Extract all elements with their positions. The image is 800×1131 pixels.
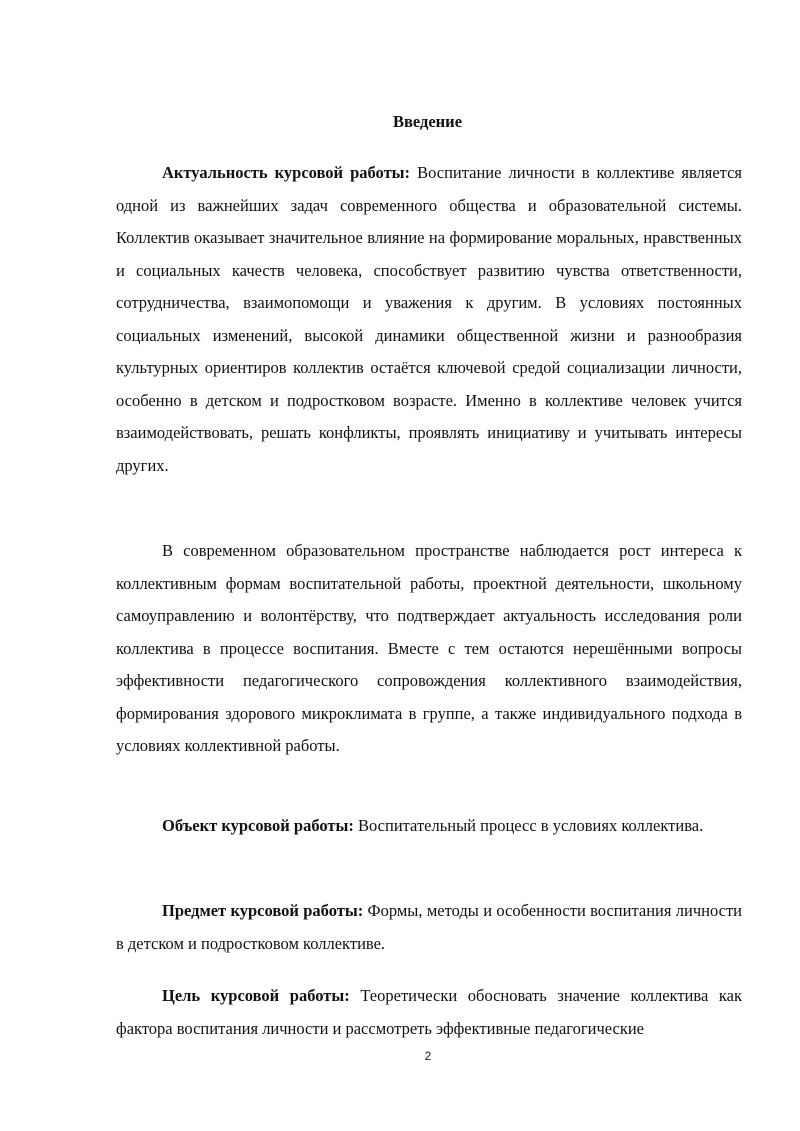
paragraph-key: Предмет курсовой работы: [162,901,364,920]
paragraph-goal [116,980,742,1045]
paragraph-text: Воспитательный процесс в условиях коллектива. [353,816,704,835]
paragraph-key: Объект курсовой работы: [162,816,354,835]
page-number: 2 [424,1049,432,1063]
paragraph-key: Цель курсовой работы: [162,986,350,1005]
paragraph-key: Актуальность курсовой работы: [162,163,411,182]
paragraph-subject [116,895,742,960]
paragraph-text: Воспитание личности в коллективе является одной из важнейших задач современного общества и образовательной системы. Коллектив оказывает значительное влияние на формирование моральных, нравственных и социальных качеств человека, способствует развитию чувства ответственности, сотрудничества, взаимопомощи и уважения к другим. В условиях постоянных социальных изменений, высокой динамики общественной жизни и разнообразия культурных ориентиров коллектив остаётся ключевой средой социализации личности, особенно в детском и подростковом возрасте. Именно в коллективе человек учится взаимодействовать, решать конфликты, проявлять инициативу и учитывать интересы других. [116,163,743,475]
paragraph-context [116,535,742,763]
paragraph-text: В современном образовательном пространстве наблюдается рост интереса к коллективным формам воспитательной работы, проектной деятельности, школьному самоуправлению и волонтёрству, что подтверждает актуальность исследования роли коллектива в процессе воспитания. Вместе с тем остаются нерешёнными вопросы эффективности педагогического сопровождения коллективного взаимодействия, формирования здорового микроклимата в группе, а также индивидуального подхода в условиях коллективной работы. [116,541,742,755]
page-title: Введение [392,112,463,131]
paragraph-text: Теоретически обосновать значение коллектива как фактора воспитания личности и рассмотреть эффективные педагогические [116,986,743,1038]
paragraph-text: Формы, методы и особенности воспитания личности в детском и подростковом коллективе. [116,901,742,953]
paragraph-relevance [116,157,742,482]
paragraph-object [116,810,742,843]
